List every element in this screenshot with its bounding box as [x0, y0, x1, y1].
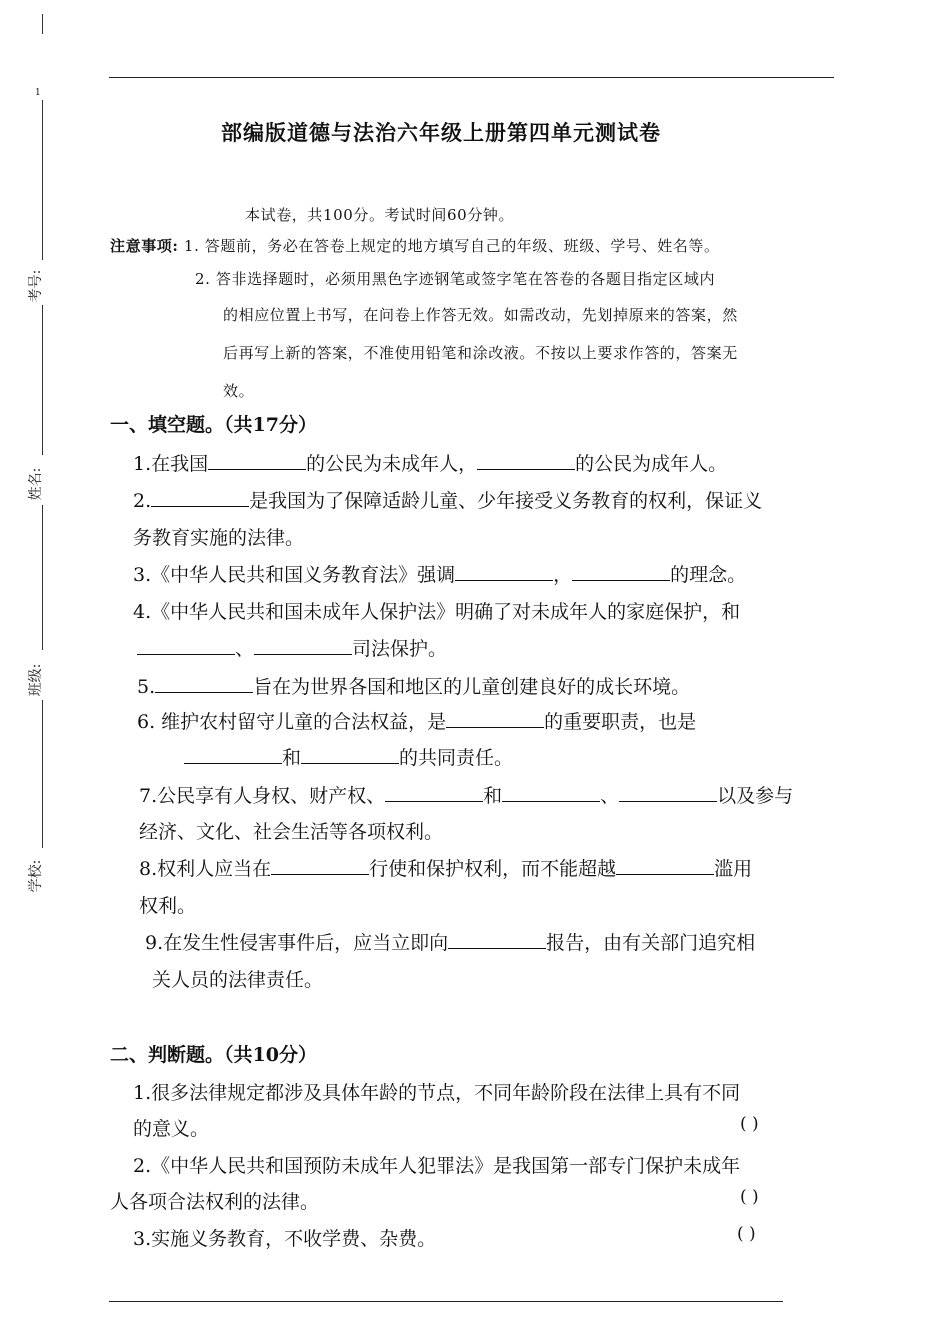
text: 的共同责任。	[399, 747, 514, 769]
answer-blank[interactable]	[502, 783, 600, 802]
school-label: 学校:	[28, 859, 44, 893]
text: 行使和保护权利，而不能超越	[369, 858, 617, 880]
answer-blank[interactable]	[208, 451, 306, 470]
answer-blank[interactable]	[271, 856, 369, 875]
binding-line	[42, 305, 43, 455]
binding-line	[42, 100, 43, 260]
name-label: 姓名:	[28, 467, 44, 501]
text: 、	[235, 638, 255, 660]
question-1-4: 4.《中华人民共和国未成年人保护法》明确了对未成年人的家庭保护，和	[133, 601, 741, 623]
question-1-6-cont	[184, 743, 513, 770]
answer-blank[interactable]	[385, 783, 483, 802]
notes-item-2-line-1: 2. 答非选择题时，必须用黑色字迹钢笔或签字笔在答卷的各题目指定区域内	[195, 270, 716, 288]
question-2-2-cont: 人各项合法权利的法律。	[110, 1191, 320, 1213]
notes-item-2-line-2: 的相应位置上书写，在问卷上作答无效。如需改动，先划掉原来的答案，然	[223, 306, 738, 324]
text: 旨在为世界各国和地区的儿童创建良好的成长环境。	[253, 676, 691, 698]
answer-parentheses[interactable]: ( )	[740, 1114, 759, 1134]
bottom-rule	[109, 1301, 783, 1302]
answer-blank[interactable]	[477, 451, 575, 470]
question-1-1	[133, 449, 727, 476]
answer-parentheses[interactable]: ( )	[740, 1187, 759, 1207]
text: 3.《中华人民共和国义务教育法》强调	[133, 564, 456, 586]
text: 司法保护。	[352, 638, 448, 660]
question-2-3: 3.实施义务教育，不收学费、杂费。	[133, 1228, 437, 1250]
question-1-9	[145, 928, 755, 955]
text: 以及参与	[717, 785, 794, 807]
question-1-2	[133, 486, 762, 513]
text: 的重要职责，也是	[544, 711, 697, 733]
notes-item-2-line-4: 效。	[223, 382, 255, 400]
question-1-7	[139, 781, 793, 808]
text: 8.权利人应当在	[139, 858, 272, 880]
top-rule	[109, 77, 834, 78]
class-label: 班级:	[28, 663, 44, 697]
answer-blank[interactable]	[616, 856, 714, 875]
answer-blank[interactable]	[184, 745, 282, 764]
text: 的公民为未成年人，	[306, 453, 478, 475]
text: 5.	[137, 676, 156, 698]
binding-tick	[42, 14, 43, 34]
exam-number-label: 考号:	[28, 269, 44, 303]
text: 报告，由有关部门追究相	[546, 932, 756, 954]
question-2-1-cont: 的意义。	[133, 1118, 210, 1140]
text: 7.公民享有人身权、财产权、	[139, 785, 386, 807]
answer-blank[interactable]	[619, 783, 717, 802]
text: 、	[600, 785, 620, 807]
text: 滥用	[714, 858, 753, 880]
binding-mark: 1	[35, 88, 41, 98]
answer-blank[interactable]	[155, 674, 253, 693]
question-1-3	[133, 560, 746, 587]
binding-line	[42, 505, 43, 650]
notes-line-1	[110, 235, 720, 256]
answer-parentheses[interactable]: ( )	[737, 1224, 756, 1244]
text: 的公民为成年人。	[575, 453, 728, 475]
text: 的理念。	[670, 564, 747, 586]
answer-blank[interactable]	[455, 562, 553, 581]
answer-blank[interactable]	[254, 636, 352, 655]
answer-blank[interactable]	[446, 709, 544, 728]
question-2-1: 1.很多法律规定都涉及具体年龄的节点，不同年龄阶段在法律上具有不同	[133, 1082, 741, 1104]
text: 和	[282, 747, 302, 769]
answer-blank[interactable]	[301, 745, 399, 764]
question-1-8-cont: 权利。	[139, 895, 197, 917]
text: 和	[483, 785, 503, 807]
question-1-4-cont	[137, 634, 447, 661]
notes-item-1: 1. 答题前，务必在答卷上规定的地方填写自己的年级、班级、学号、姓名等。	[183, 237, 720, 255]
question-1-6	[137, 707, 696, 734]
question-1-9-cont: 关人员的法律责任。	[152, 969, 324, 991]
question-1-2-cont: 务教育实施的法律。	[133, 527, 305, 549]
question-1-5	[137, 672, 690, 699]
answer-blank[interactable]	[151, 488, 249, 507]
exam-intro: 本试卷，共100分。考试时间60分钟。	[245, 206, 515, 224]
text: 是我国为了保障适龄儿童、少年接受义务教育的权利，保证义	[249, 490, 763, 512]
notes-label: 注意事项:	[110, 237, 179, 255]
section-1-heading: 一、填空题。（共17分）	[110, 414, 317, 436]
answer-blank[interactable]	[137, 636, 235, 655]
answer-blank[interactable]	[448, 930, 546, 949]
text: 9.在发生性侵害事件后，应当立即向	[145, 932, 449, 954]
question-1-7-cont: 经济、文化、社会生活等各项权利。	[139, 821, 444, 843]
page-title: 部编版道德与法治六年级上册第四单元测试卷	[221, 120, 661, 145]
binding-line	[42, 700, 43, 848]
section-2-heading: 二、判断题。（共10分）	[110, 1044, 317, 1066]
text: 6. 维护农村留守儿童的合法权益，是	[137, 711, 447, 733]
text: 1.在我国	[133, 453, 209, 475]
text: ，	[553, 564, 573, 586]
notes-item-2-line-3: 后再写上新的答案，不准使用铅笔和涂改液。不按以上要求作答的，答案无	[223, 344, 738, 362]
answer-blank[interactable]	[572, 562, 670, 581]
text: 2.	[133, 490, 152, 512]
question-1-8	[139, 854, 752, 881]
question-2-2: 2.《中华人民共和国预防未成年人犯罪法》是我国第一部专门保护未成年	[133, 1155, 741, 1177]
